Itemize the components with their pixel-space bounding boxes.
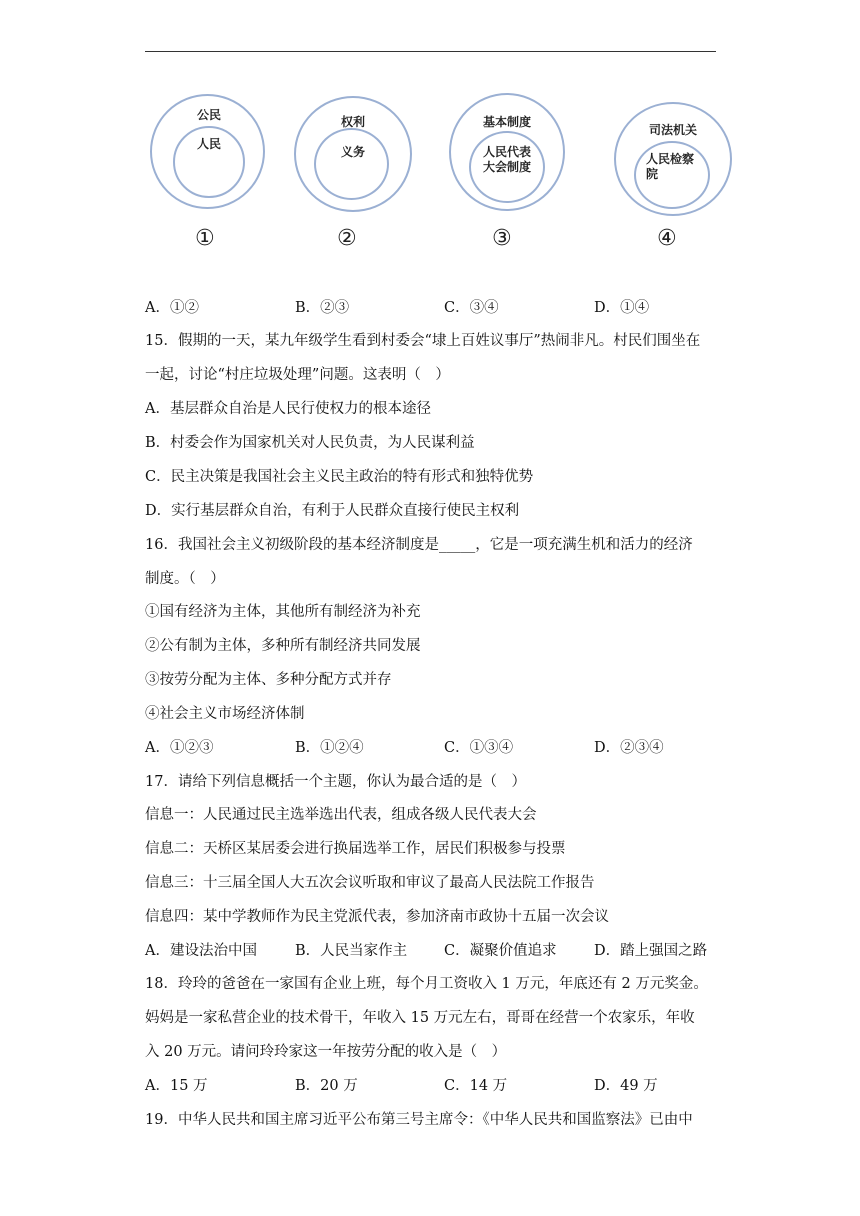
question-text: 入 20 万元。请问玲玲家这一年按劳分配的收入是（ ） xyxy=(145,1044,507,1060)
option-d[interactable]: D．②③④ xyxy=(594,740,664,756)
option-a[interactable]: A．①②③ xyxy=(145,740,214,756)
info-item: 信息一：人民通过民主选举选出代表，组成各级人民代表大会 xyxy=(145,807,537,823)
outer-label: 基本制度 xyxy=(482,115,531,129)
question-text: 16．我国社会主义初级阶段的基本经济制度是_____，它是一项充满生机和活力的经济 xyxy=(145,537,693,553)
info-item: 信息四：某中学教师作为民主党派代表，参加济南市政协十五届一次会议 xyxy=(145,909,609,925)
question-text: 制度。（ ） xyxy=(145,571,225,587)
header-rule xyxy=(145,51,716,52)
info-item: 信息二：天桥区某居委会进行换届选举工作，居民们积极参与投票 xyxy=(145,841,566,857)
option-d[interactable]: D．实行基层群众自治，有利于人民群众直接行使民主权利 xyxy=(145,503,520,519)
question-text: 一起，讨论“村庄垃圾处理”问题。这表明（ ） xyxy=(145,367,450,383)
inner-label: 义务 xyxy=(340,145,365,159)
diagram-number: ③ xyxy=(492,226,512,251)
question-text: 19．中华人民共和国主席习近平公布第三号主席令：《中华人民共和国监察法》已由中 xyxy=(145,1112,693,1128)
option-c[interactable]: C．①③④ xyxy=(444,740,514,756)
option-c[interactable]: C．民主决策是我国社会主义民主政治的特有形式和独特优势 xyxy=(145,469,534,485)
outer-label: 公民 xyxy=(196,108,221,122)
inner-label-1: 人民代表 xyxy=(482,145,531,159)
option-d[interactable]: D．49 万 xyxy=(594,1078,658,1094)
outer-label: 权利 xyxy=(340,115,365,129)
statement-item: ②公有制为主体，多种所有制经济共同发展 xyxy=(145,638,421,654)
option-d[interactable]: D．①④ xyxy=(594,300,650,316)
info-item: 信息三：十三届全国人大五次会议听取和审议了最高人民法院工作报告 xyxy=(145,875,595,891)
diagram-number: ② xyxy=(337,226,357,251)
inner-label-1: 人民检察 xyxy=(646,152,695,166)
question-text: 妈妈是一家私营企业的技术骨干，年收入 15 万元左右，哥哥在经营一个农家乐，年收 xyxy=(145,1010,695,1026)
inner-label-2: 院 xyxy=(646,167,659,181)
option-b[interactable]: B．20 万 xyxy=(295,1078,358,1094)
inner-label: 人民 xyxy=(196,137,221,151)
question-text: 15．假期的一天，某九年级学生看到村委会“埭上百姓议事厅”热闹非凡。村民们围坐在 xyxy=(145,333,701,349)
option-b[interactable]: B．①②④ xyxy=(295,740,364,756)
option-d[interactable]: D．踏上强国之路 xyxy=(594,943,708,959)
inner-label-2: 大会制度 xyxy=(482,160,531,174)
option-c[interactable]: C．14 万 xyxy=(444,1078,508,1094)
option-b[interactable]: B．人民当家作主 xyxy=(295,943,408,959)
question-text: 17．请给下列信息概括一个主题，你认为最合适的是（ ） xyxy=(145,774,526,790)
option-a[interactable]: A．基层群众自治是人民行使权力的根本途径 xyxy=(145,401,431,417)
statement-item: ①国有经济为主体，其他所有制经济为补充 xyxy=(145,604,421,620)
statement-item: ③按劳分配为主体、多种分配方式并存 xyxy=(145,672,392,688)
option-a[interactable]: A．15 万 xyxy=(145,1078,208,1094)
statement-item: ④社会主义市场经济体制 xyxy=(145,706,305,722)
option-b[interactable]: B．②③ xyxy=(295,300,350,316)
option-a[interactable]: A．建设法治中国 xyxy=(145,943,257,959)
question-text: 18．玲玲的爸爸在一家国有企业上班，每个月工资收入 1 万元，年底还有 2 万元奖金。 xyxy=(145,976,708,992)
option-b[interactable]: B．村委会作为国家机关对人民负责，为人民谋利益 xyxy=(145,435,475,451)
diagram-number: ④ xyxy=(657,226,677,251)
inner-circle xyxy=(314,128,389,200)
option-c[interactable]: C．③④ xyxy=(444,300,499,316)
outer-label: 司法机关 xyxy=(648,123,697,137)
diagram-number: ① xyxy=(195,226,215,251)
option-a[interactable]: A．①② xyxy=(145,300,199,316)
option-c[interactable]: C．凝聚价值追求 xyxy=(444,943,557,959)
